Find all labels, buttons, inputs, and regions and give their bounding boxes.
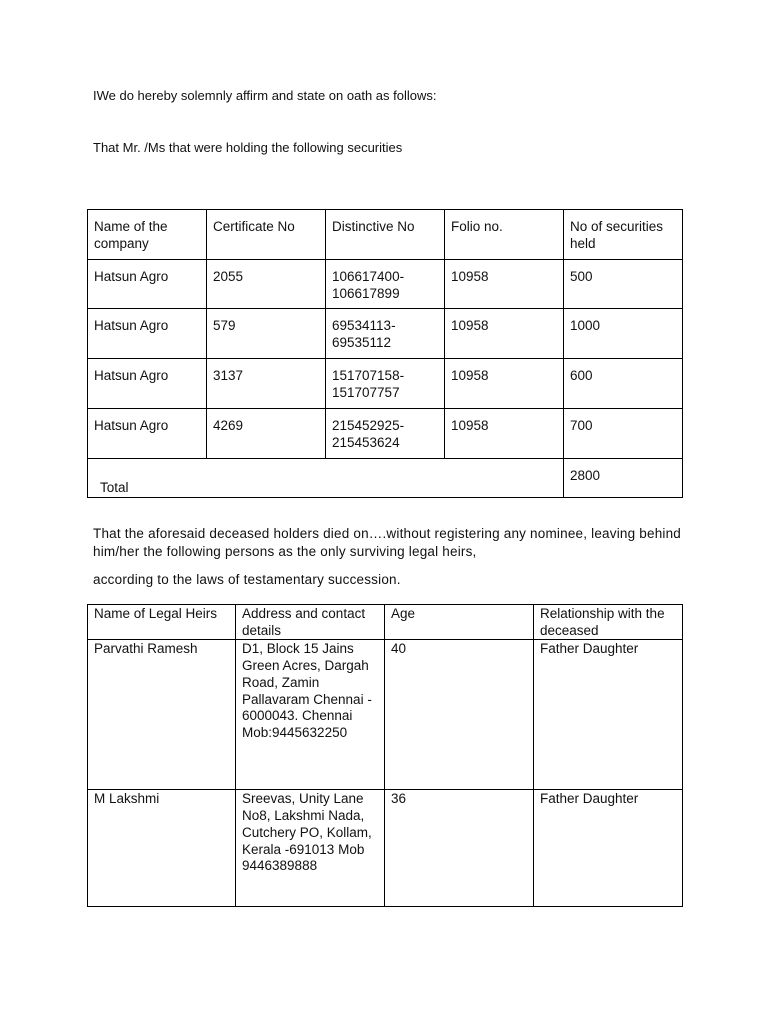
table-header-row bbox=[88, 605, 683, 640]
cell-age: 36 bbox=[385, 790, 534, 907]
cell-folio: 10958 bbox=[445, 309, 564, 359]
header-folio: Folio no. bbox=[445, 210, 564, 260]
cell-certificate: 579 bbox=[207, 309, 326, 359]
cell-folio: 10958 bbox=[445, 409, 564, 459]
header-company: Name of the company bbox=[88, 210, 207, 260]
succession-statement: according to the laws of testamentary succession. bbox=[93, 572, 401, 587]
header-address: Address and contact details bbox=[236, 605, 385, 640]
cell-folio: 10958 bbox=[445, 359, 564, 409]
cell-certificate: 2055 bbox=[207, 260, 326, 309]
cell-securities-held: 1000 bbox=[564, 309, 683, 359]
header-securities-held: No of securities held bbox=[564, 210, 683, 260]
cell-distinctive: 106617400-106617899 bbox=[326, 260, 445, 309]
total-row bbox=[88, 459, 683, 498]
table-row bbox=[88, 790, 683, 907]
header-distinctive: Distinctive No bbox=[326, 210, 445, 260]
table-row bbox=[88, 640, 683, 790]
cell-relationship: Father Daughter bbox=[534, 790, 683, 907]
table-row bbox=[88, 260, 683, 309]
cell-folio: 10958 bbox=[445, 260, 564, 309]
cell-certificate: 3137 bbox=[207, 359, 326, 409]
table-row bbox=[88, 309, 683, 359]
cell-certificate: 4269 bbox=[207, 409, 326, 459]
cell-company: Hatsun Agro bbox=[88, 309, 207, 359]
securities-table bbox=[87, 209, 683, 498]
cell-securities-held: 700 bbox=[564, 409, 683, 459]
holder-statement: That Mr. /Ms that were holding the following securities bbox=[93, 140, 403, 155]
oath-intro: IWe do hereby solemnly affirm and state on oath as follows: bbox=[93, 88, 437, 103]
table-row bbox=[88, 359, 683, 409]
cell-securities-held: 500 bbox=[564, 260, 683, 309]
header-relationship: Relationship with the deceased bbox=[534, 605, 683, 640]
cell-distinctive: 215452925-215453624 bbox=[326, 409, 445, 459]
header-certificate: Certificate No bbox=[207, 210, 326, 260]
cell-company: Hatsun Agro bbox=[88, 260, 207, 309]
header-age: Age bbox=[385, 605, 534, 640]
total-label: Total bbox=[88, 459, 564, 498]
cell-company: Hatsun Agro bbox=[88, 359, 207, 409]
total-value: 2800 bbox=[564, 459, 683, 498]
cell-relationship: Father Daughter bbox=[534, 640, 683, 790]
cell-heir-name: M Lakshmi bbox=[88, 790, 236, 907]
legal-heirs-table bbox=[87, 604, 683, 907]
header-heir-name: Name of Legal Heirs bbox=[88, 605, 236, 640]
table-row bbox=[88, 409, 683, 459]
cell-distinctive: 151707158-151707757 bbox=[326, 359, 445, 409]
cell-heir-name: Parvathi Ramesh bbox=[88, 640, 236, 790]
cell-address: D1, Block 15 Jains Green Acres, Dargah Road, Zamin Pallavaram Chennai - 6000043. Chennai Mob:9445632250 bbox=[236, 640, 385, 790]
cell-address: Sreevas, Unity Lane No8, Lakshmi Nada, Cutchery PO, Kollam, Kerala -691013 Mob 9446389888 bbox=[236, 790, 385, 907]
table-header-row bbox=[88, 210, 683, 260]
cell-age: 40 bbox=[385, 640, 534, 790]
cell-company: Hatsun Agro bbox=[88, 409, 207, 459]
cell-securities-held: 600 bbox=[564, 359, 683, 409]
cell-distinctive: 69534113-69535112 bbox=[326, 309, 445, 359]
heirs-statement: That the aforesaid deceased holders died on….without registering any nominee, leaving behind him/her the following persons as the only surviving legal heirs, bbox=[93, 526, 682, 559]
